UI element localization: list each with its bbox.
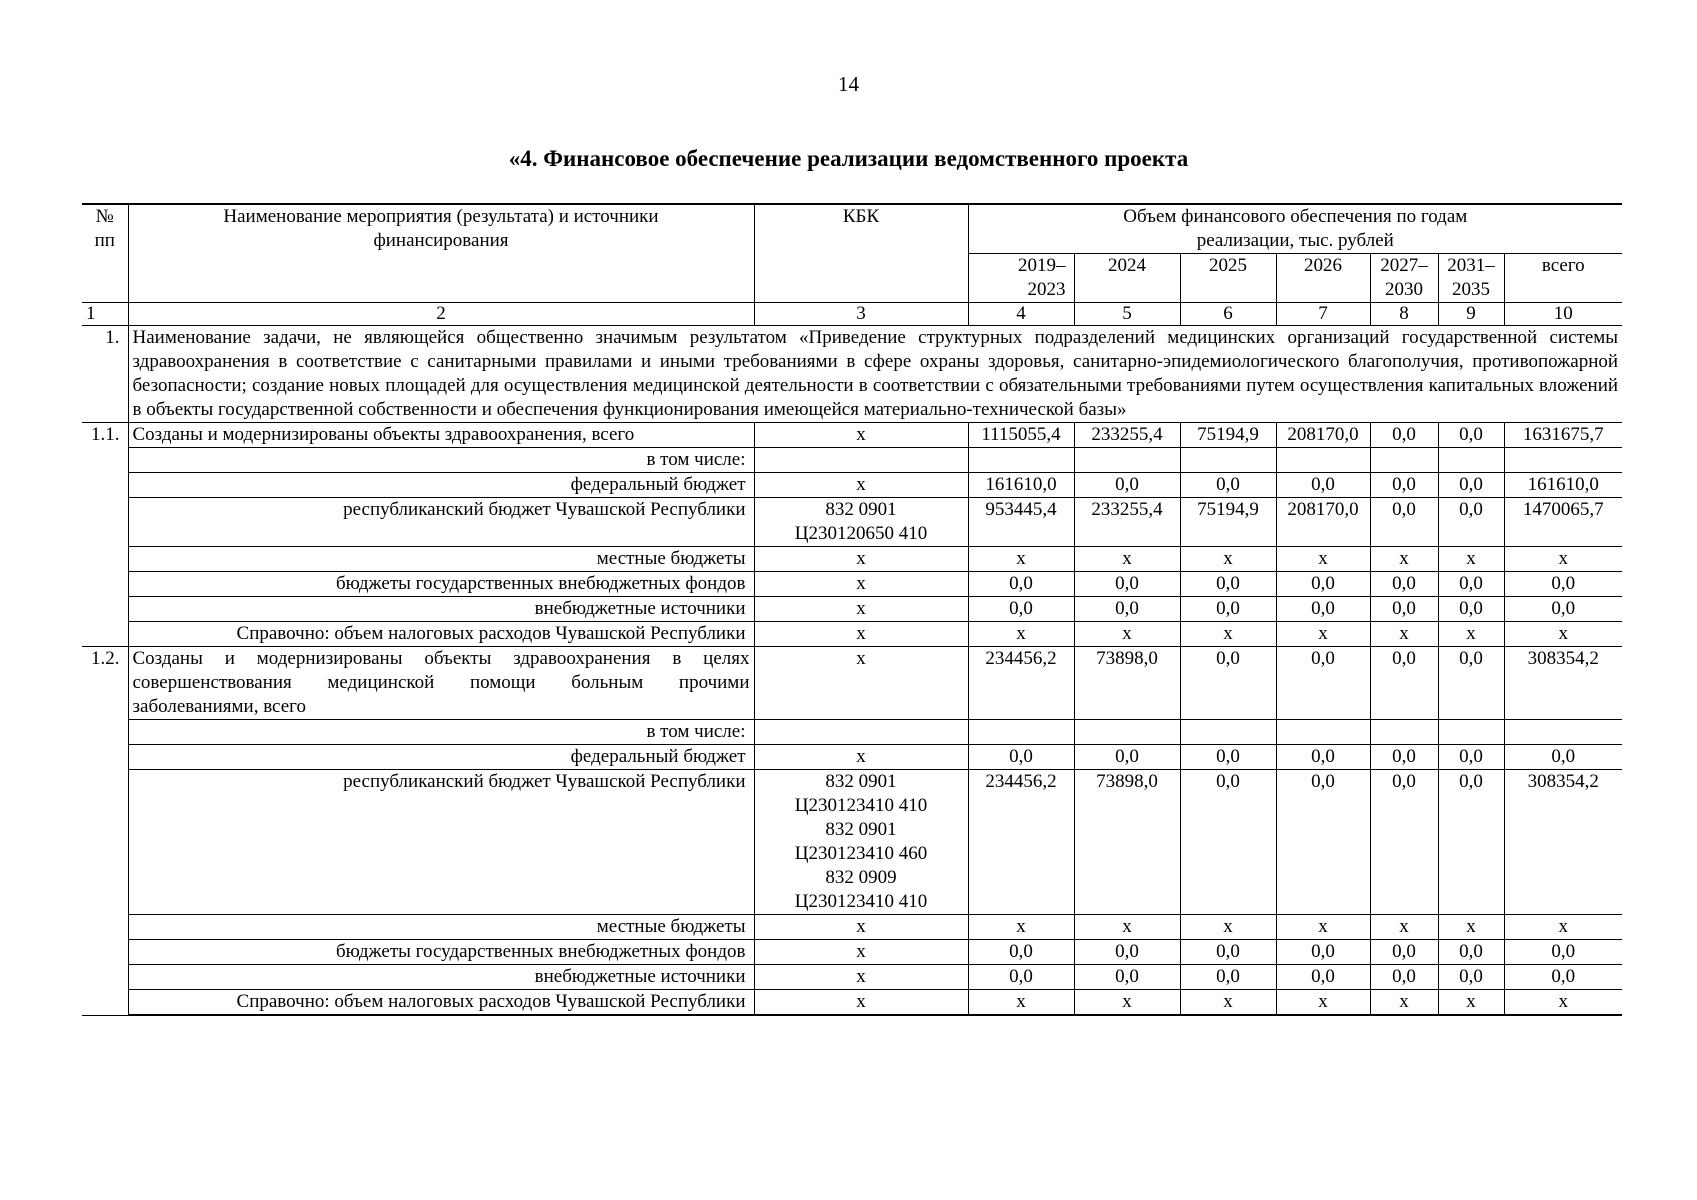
table-row xyxy=(82,572,1622,597)
row-value: х xyxy=(968,990,1074,1016)
row-value xyxy=(1180,448,1276,473)
row-kbk: х xyxy=(754,547,968,572)
row-value: 0,0 xyxy=(1438,940,1504,965)
table-row xyxy=(82,965,1622,990)
row-value: 0,0 xyxy=(1180,473,1276,498)
row-kbk: 832 0901 Ц230123410 410 832 0901 Ц230123410 460 832 0909 Ц230123410 410 xyxy=(754,770,968,915)
row-kbk: х xyxy=(754,965,968,990)
row-name: Справочно: объем налоговых расходов Чувашской Республики xyxy=(128,622,754,647)
row-number: 1.2. xyxy=(82,647,128,1016)
column-number: 4 xyxy=(968,303,1074,326)
row-name: федеральный бюджет xyxy=(128,745,754,770)
row-name: Созданы и модернизированы объекты здравоохранения в целях совершенствования медицинской помощи больным прочими заболеваниями, всего xyxy=(128,647,754,720)
row-value xyxy=(1504,448,1622,473)
table-row xyxy=(82,423,1622,448)
header-kbk: КБК xyxy=(754,204,968,303)
row-value: 0,0 xyxy=(1180,647,1276,720)
row-value: х xyxy=(1504,622,1622,647)
row-kbk: х xyxy=(754,423,968,448)
table-row xyxy=(82,547,1622,572)
row-name: внебюджетные источники xyxy=(128,965,754,990)
table-row xyxy=(82,770,1622,915)
row-value: 1470065,7 xyxy=(1504,498,1622,547)
row-value: 233255,4 xyxy=(1074,423,1180,448)
section-title: «4. Финансовое обеспечение реализации ведомственного проекта xyxy=(508,146,1189,171)
row-value xyxy=(1438,720,1504,745)
row-value xyxy=(1074,448,1180,473)
row-value: х xyxy=(1370,990,1438,1016)
row-kbk: 832 0901 Ц230120650 410 xyxy=(754,498,968,547)
row-number: 1.1. xyxy=(82,423,128,647)
row-name: Созданы и модернизированы объекты здравоохранения, всего xyxy=(128,423,754,448)
row-value: 0,0 xyxy=(1276,965,1370,990)
row-value: 0,0 xyxy=(1438,597,1504,622)
row-name: Справочно: объем налоговых расходов Чувашской Республики xyxy=(128,990,754,1016)
row-value: 0,0 xyxy=(1370,770,1438,915)
row-value: 0,0 xyxy=(1438,965,1504,990)
row-name: внебюджетные источники xyxy=(128,597,754,622)
header-year: 2026 xyxy=(1276,254,1370,303)
row-name: республиканский бюджет Чувашской Республики xyxy=(128,498,754,547)
row-value: 0,0 xyxy=(1438,572,1504,597)
row-value: 0,0 xyxy=(1504,965,1622,990)
table-row xyxy=(82,448,1622,473)
row-kbk: х xyxy=(754,572,968,597)
row-value: 0,0 xyxy=(1370,940,1438,965)
row-value: 0,0 xyxy=(968,965,1074,990)
table-row xyxy=(82,498,1622,547)
row-name: в том числе: xyxy=(128,448,754,473)
table-row xyxy=(82,473,1622,498)
row-value: 0,0 xyxy=(1180,770,1276,915)
row-name: местные бюджеты xyxy=(128,547,754,572)
column-number: 1 xyxy=(82,303,128,326)
row-name: республиканский бюджет Чувашской Республики xyxy=(128,770,754,915)
column-number: 2 xyxy=(128,303,754,326)
row-name: бюджеты государственных внебюджетных фондов xyxy=(128,572,754,597)
row-value: 1631675,7 xyxy=(1504,423,1622,448)
table-row xyxy=(82,597,1622,622)
row-value: х xyxy=(968,915,1074,940)
row-value: х xyxy=(1370,915,1438,940)
row-value: 0,0 xyxy=(1370,423,1438,448)
row-value: 0,0 xyxy=(1370,647,1438,720)
row-value: х xyxy=(1074,990,1180,1016)
page-number: 14 xyxy=(838,72,859,96)
row-value: х xyxy=(1370,622,1438,647)
row-value: 0,0 xyxy=(1276,770,1370,915)
row-value: 0,0 xyxy=(1438,473,1504,498)
row-value: х xyxy=(968,622,1074,647)
row-name: в том числе: xyxy=(128,720,754,745)
row-value: х xyxy=(1438,990,1504,1016)
row-value: х xyxy=(1074,622,1180,647)
row-value: 0,0 xyxy=(1504,745,1622,770)
table-row xyxy=(82,915,1622,940)
row-value xyxy=(1074,720,1180,745)
row-value: х xyxy=(1504,990,1622,1016)
column-number: 8 xyxy=(1370,303,1438,326)
row-value: х xyxy=(1504,915,1622,940)
row-value: 0,0 xyxy=(1074,597,1180,622)
row-value xyxy=(968,448,1074,473)
row-value xyxy=(1504,720,1622,745)
row-value: 0,0 xyxy=(968,572,1074,597)
row-value: 0,0 xyxy=(1370,745,1438,770)
row-value xyxy=(1370,448,1438,473)
row-kbk: х xyxy=(754,940,968,965)
row-value: 0,0 xyxy=(968,940,1074,965)
row-value: 0,0 xyxy=(1370,597,1438,622)
row-name: федеральный бюджет xyxy=(128,473,754,498)
table-row xyxy=(82,647,1622,720)
row-value xyxy=(1276,720,1370,745)
header-year: 2019– 2023 xyxy=(968,254,1074,303)
row-value: 233255,4 xyxy=(1074,498,1180,547)
row-value: 0,0 xyxy=(1504,572,1622,597)
row-value xyxy=(1370,720,1438,745)
row-value: х xyxy=(1180,547,1276,572)
row-kbk: х xyxy=(754,622,968,647)
row-value: 308354,2 xyxy=(1504,770,1622,915)
row-value: х xyxy=(1438,622,1504,647)
row-value: х xyxy=(968,547,1074,572)
row-value: 208170,0 xyxy=(1276,498,1370,547)
row-value: 953445,4 xyxy=(968,498,1074,547)
row-value: х xyxy=(1074,547,1180,572)
row-value: 0,0 xyxy=(1074,473,1180,498)
table-row xyxy=(82,622,1622,647)
row-value: 0,0 xyxy=(1504,940,1622,965)
row-value: 0,0 xyxy=(968,745,1074,770)
row-value: 0,0 xyxy=(1370,572,1438,597)
row-value xyxy=(1438,448,1504,473)
row-value: х xyxy=(1276,990,1370,1016)
row-value xyxy=(1180,720,1276,745)
row-kbk xyxy=(754,448,968,473)
header-year: 2031– 2035 xyxy=(1438,254,1504,303)
header-year: 2025 xyxy=(1180,254,1276,303)
row-value: 0,0 xyxy=(1180,597,1276,622)
row-value: 234456,2 xyxy=(968,770,1074,915)
financing-table xyxy=(82,203,1622,1016)
row-value: 0,0 xyxy=(968,597,1074,622)
table-row xyxy=(82,940,1622,965)
row-value: 0,0 xyxy=(1438,647,1504,720)
row-value: 0,0 xyxy=(1180,940,1276,965)
row-value: 308354,2 xyxy=(1504,647,1622,720)
row-value: 73898,0 xyxy=(1074,647,1180,720)
table-row xyxy=(82,745,1622,770)
row-value: 0,0 xyxy=(1180,572,1276,597)
row-value: х xyxy=(1180,990,1276,1016)
row-value: 0,0 xyxy=(1438,498,1504,547)
row-value: 0,0 xyxy=(1370,965,1438,990)
row-value xyxy=(1276,448,1370,473)
column-number: 9 xyxy=(1438,303,1504,326)
row-value: 0,0 xyxy=(1180,745,1276,770)
row-value: 0,0 xyxy=(1370,473,1438,498)
row-value: х xyxy=(1276,547,1370,572)
row-kbk: х xyxy=(754,647,968,720)
row-value: 0,0 xyxy=(1276,940,1370,965)
row-value: 75194,9 xyxy=(1180,498,1276,547)
table-row xyxy=(82,720,1622,745)
row-value: 0,0 xyxy=(1074,572,1180,597)
row-name: бюджеты государственных внебюджетных фондов xyxy=(128,940,754,965)
column-number: 3 xyxy=(754,303,968,326)
row-value: х xyxy=(1438,547,1504,572)
row-value: х xyxy=(1180,915,1276,940)
row-name: местные бюджеты xyxy=(128,915,754,940)
row-value: 0,0 xyxy=(1074,965,1180,990)
header-total: всего xyxy=(1504,254,1622,303)
column-number: 7 xyxy=(1276,303,1370,326)
row-value: 75194,9 xyxy=(1180,423,1276,448)
row-value: 0,0 xyxy=(1074,940,1180,965)
row-value: 0,0 xyxy=(1438,770,1504,915)
header-num: № пп xyxy=(82,204,128,303)
row-value: 0,0 xyxy=(1276,597,1370,622)
task-description: Наименование задачи, не являющейся общественно значимым результатом «Приведение структурных подразделений медицинских организаций государственной системы здравоохранения в соответствие с санитарными правилами и иными требованиями в сфере охраны здоровья, санитарно-эпидемиологического благополучия, противопожарной безопасности; создание новых площадей для осуществления медицинской деятельности в соответствии с обязательными требованиями путем осуществления капитальных вложений в объекты государственной собственности и обеспечения функционирования имеющейся материально-технической базы» xyxy=(128,326,1622,423)
row-value: 161610,0 xyxy=(968,473,1074,498)
row-value: 1115055,4 xyxy=(968,423,1074,448)
row-value: 0,0 xyxy=(1276,745,1370,770)
row-value: х xyxy=(1276,915,1370,940)
row-value: х xyxy=(1370,547,1438,572)
row-kbk: х xyxy=(754,473,968,498)
row-value: х xyxy=(1504,547,1622,572)
row-value: 0,0 xyxy=(1370,498,1438,547)
row-value: 0,0 xyxy=(1180,965,1276,990)
row-value: 161610,0 xyxy=(1504,473,1622,498)
row-kbk: х xyxy=(754,990,968,1016)
row-value: 0,0 xyxy=(1276,572,1370,597)
column-number: 10 xyxy=(1504,303,1622,326)
row-kbk: х xyxy=(754,915,968,940)
row-value: 234456,2 xyxy=(968,647,1074,720)
row-value xyxy=(968,720,1074,745)
header-year: 2027– 2030 xyxy=(1370,254,1438,303)
column-number: 5 xyxy=(1074,303,1180,326)
row-value: 73898,0 xyxy=(1074,770,1180,915)
row-value: 208170,0 xyxy=(1276,423,1370,448)
row-value: 0,0 xyxy=(1438,745,1504,770)
row-value: 0,0 xyxy=(1504,597,1622,622)
row-value: 0,0 xyxy=(1276,647,1370,720)
row-value: 0,0 xyxy=(1074,745,1180,770)
row-value: х xyxy=(1180,622,1276,647)
task-number: 1. xyxy=(82,326,128,423)
row-kbk: х xyxy=(754,597,968,622)
header-volume: Объем финансового обеспечения по годам реализации, тыс. рублей xyxy=(968,204,1622,254)
row-value: х xyxy=(1074,915,1180,940)
row-value: 0,0 xyxy=(1276,473,1370,498)
row-value: х xyxy=(1438,915,1504,940)
column-number: 6 xyxy=(1180,303,1276,326)
table-row xyxy=(82,990,1622,1016)
header-year: 2024 xyxy=(1074,254,1180,303)
header-name: Наименование мероприятия (результата) и источники финансирования xyxy=(128,204,754,303)
row-value: 0,0 xyxy=(1438,423,1504,448)
row-kbk: х xyxy=(754,745,968,770)
row-value: х xyxy=(1276,622,1370,647)
row-kbk xyxy=(754,720,968,745)
